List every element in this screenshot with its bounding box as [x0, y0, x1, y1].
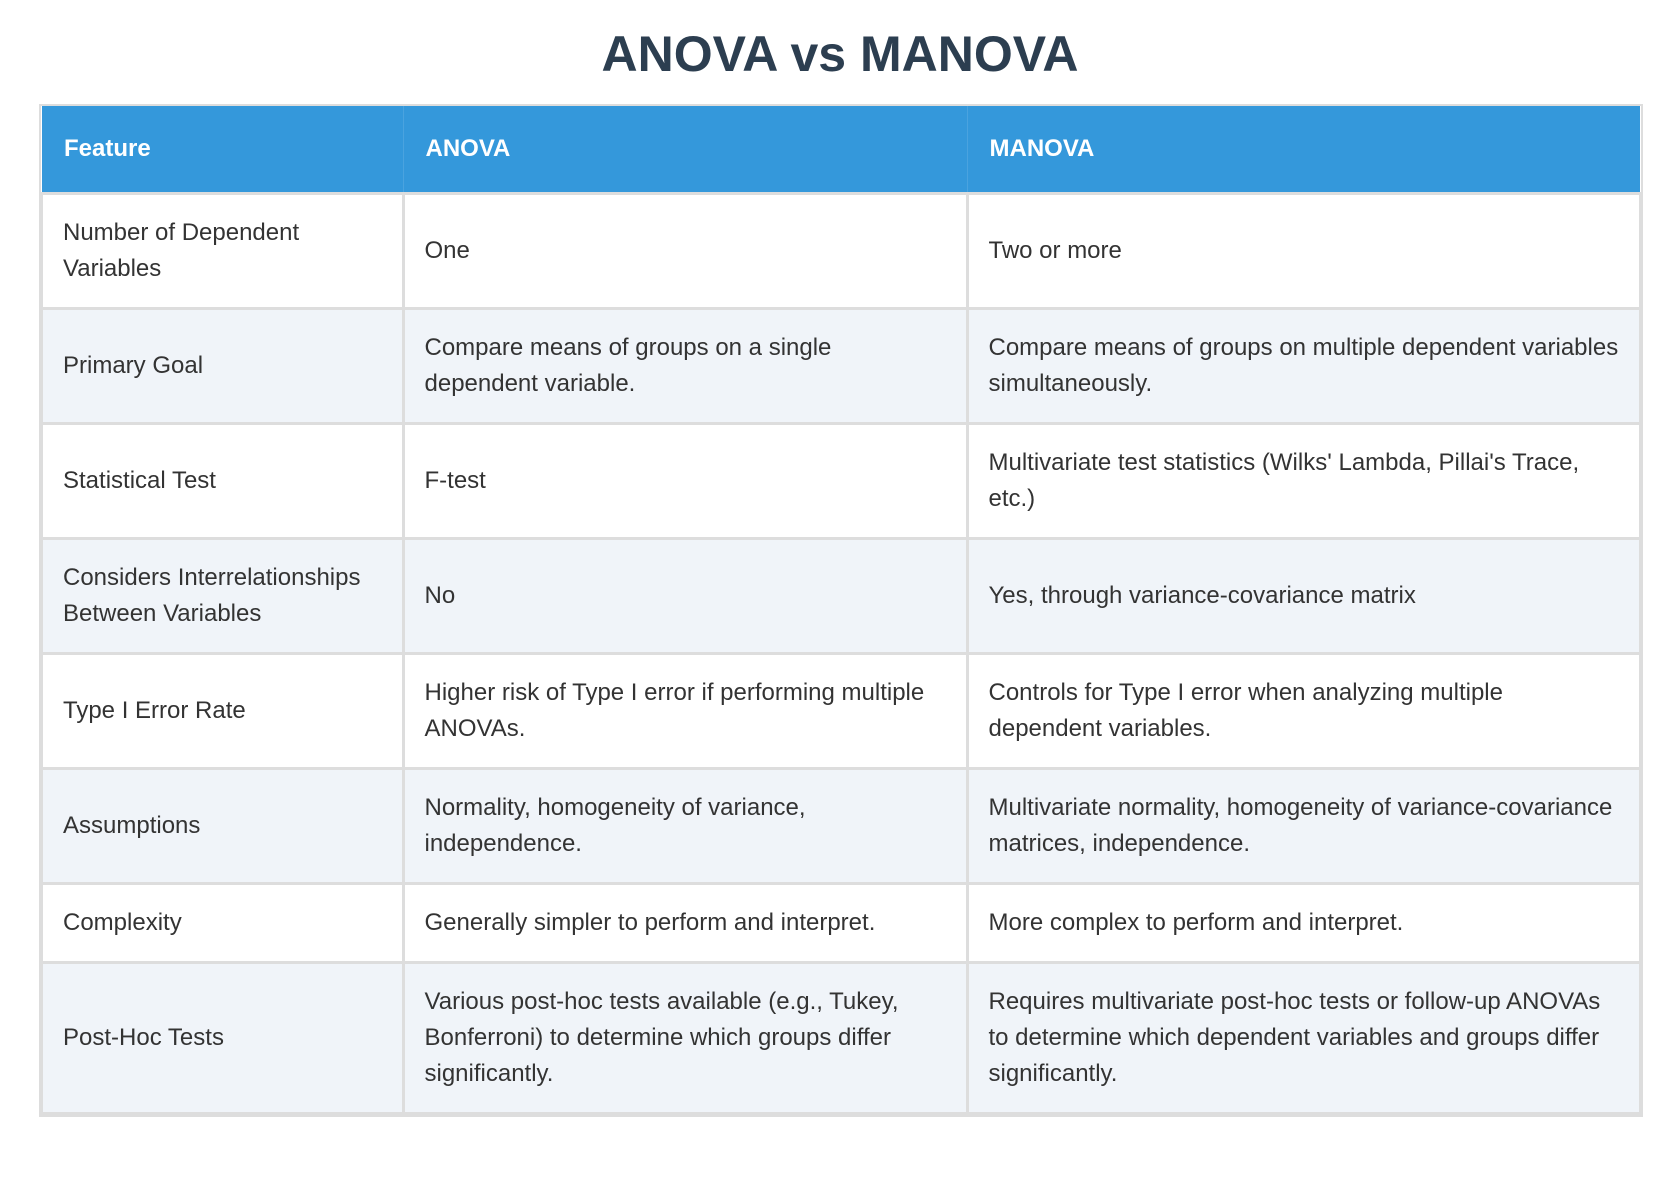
anova-cell: Various post-hoc tests available (e.g., Tukey, Bonferroni) to determine which groups differ significantly.	[403, 963, 967, 1114]
anova-cell: Normality, homogeneity of variance, independence.	[403, 769, 967, 884]
table-row	[42, 539, 1640, 654]
table-row	[42, 194, 1640, 309]
manova-cell: More complex to perform and interpret.	[967, 884, 1640, 963]
table-row	[42, 424, 1640, 539]
manova-cell: Multivariate test statistics (Wilks' Lambda, Pillai's Trace, etc.)	[967, 424, 1640, 539]
manova-cell: Two or more	[967, 194, 1640, 309]
column-header-anova: ANOVA	[403, 106, 967, 194]
table-row	[42, 654, 1640, 769]
feature-cell: Assumptions	[42, 769, 403, 884]
manova-cell: Requires multivariate post-hoc tests or follow-up ANOVAs to determine which dependent variables and groups differ significantly.	[967, 963, 1640, 1114]
table-header	[42, 106, 1640, 194]
table-row	[42, 769, 1640, 884]
manova-cell: Compare means of groups on multiple dependent variables simultaneously.	[967, 309, 1640, 424]
anova-cell: F-test	[403, 424, 967, 539]
manova-cell: Yes, through variance-covariance matrix	[967, 539, 1640, 654]
feature-cell: Considers Interrelationships Between Variables	[42, 539, 403, 654]
feature-cell: Statistical Test	[42, 424, 403, 539]
table-row	[42, 884, 1640, 963]
column-header-feature: Feature	[42, 106, 403, 194]
column-header-manova: MANOVA	[967, 106, 1640, 194]
feature-cell: Complexity	[42, 884, 403, 963]
feature-cell: Post-Hoc Tests	[42, 963, 403, 1114]
feature-cell: Number of Dependent Variables	[42, 194, 403, 309]
table-body	[42, 194, 1640, 1114]
feature-cell: Type I Error Rate	[42, 654, 403, 769]
table-row	[42, 963, 1640, 1114]
anova-cell: Compare means of groups on a single dependent variable.	[403, 309, 967, 424]
table-row	[42, 309, 1640, 424]
page-title: ANOVA vs MANOVA	[601, 26, 1079, 82]
manova-cell: Multivariate normality, homogeneity of variance-covariance matrices, independence.	[967, 769, 1640, 884]
manova-cell: Controls for Type I error when analyzing multiple dependent variables.	[967, 654, 1640, 769]
anova-cell: One	[403, 194, 967, 309]
comparison-table	[41, 106, 1641, 1115]
header-row	[42, 106, 1640, 194]
anova-cell: No	[403, 539, 967, 654]
comparison-table-container	[41, 106, 1639, 1115]
anova-cell: Generally simpler to perform and interpret.	[403, 884, 967, 963]
feature-cell: Primary Goal	[42, 309, 403, 424]
anova-cell: Higher risk of Type I error if performing multiple ANOVAs.	[403, 654, 967, 769]
